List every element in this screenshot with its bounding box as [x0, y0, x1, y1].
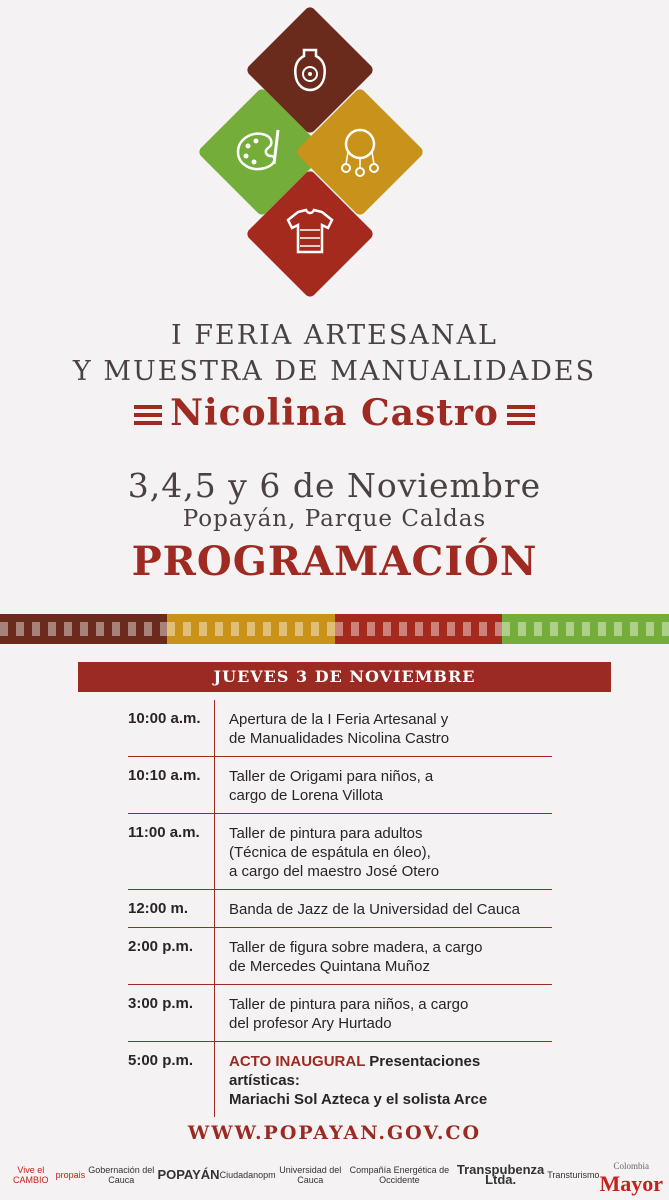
schedule-row	[128, 814, 552, 890]
day-header: JUEVES 3 DE NOVIEMBRE	[78, 662, 611, 692]
jewelry-icon	[330, 120, 390, 180]
schedule-row	[128, 890, 552, 928]
feria-logo	[210, 10, 415, 300]
schedule-line: Taller de figura sobre madera, a cargo	[229, 939, 483, 956]
pattern-band	[0, 614, 669, 644]
schedule-line: Presentaciones artísticas:	[229, 1053, 481, 1089]
schedule-line: cargo de Lorena Villota	[229, 787, 383, 804]
sponsor-logo: Compañía Energética de Occidente	[349, 1165, 450, 1185]
schedule-line: Taller de Origami para niños, a	[229, 768, 434, 785]
schedule-description	[214, 928, 552, 984]
band-brown	[0, 614, 167, 644]
title-line-2: Y MUESTRA DE MANUALIDADES	[72, 356, 597, 387]
sponsor-logos	[6, 1155, 663, 1195]
schedule-time: 5:00 p.m.	[128, 1052, 194, 1069]
event-place: Popayán, Parque Caldas	[182, 506, 487, 532]
schedule-line: Banda de Jazz de la Universidad del Cauca	[229, 901, 521, 918]
schedule-row	[128, 928, 552, 985]
website-link[interactable]: WWW.POPAYAN.GOV.CO	[187, 1122, 482, 1144]
schedule-table	[128, 700, 552, 1117]
schedule-row	[128, 757, 552, 814]
band-ochre	[167, 614, 334, 644]
schedule-description	[214, 1042, 552, 1117]
sponsor-logo: Transturismo	[547, 1170, 600, 1180]
sponsor-logo: Transpubenza Ltda.	[456, 1162, 545, 1187]
band-green	[502, 614, 669, 644]
event-name	[0, 392, 669, 434]
palette-icon	[230, 120, 290, 180]
schedule-line: Apertura de la I Feria Artesanal y	[229, 711, 449, 728]
vase-icon	[280, 40, 340, 100]
schedule-description	[214, 985, 552, 1041]
schedule-line: del profesor Ary Hurtado	[229, 1015, 392, 1032]
event-dates: 3,4,5 y 6 de Noviembre	[127, 466, 542, 505]
decor-stripes-right	[507, 405, 535, 427]
schedule-time: 11:00 a.m.	[128, 824, 200, 841]
highlight-label: ACTO INAUGURAL	[229, 1053, 370, 1070]
schedule-description	[214, 814, 552, 889]
schedule-line: Mariachi Sol Azteca y el solista Arce	[229, 1091, 488, 1108]
sponsor-logo: POPAYÁN	[157, 1167, 220, 1182]
schedule-row	[128, 1042, 552, 1117]
schedule-time: 3:00 p.m.	[128, 995, 194, 1012]
schedule-time: 12:00 m.	[128, 900, 189, 917]
decor-stripes-left	[134, 405, 162, 427]
sponsor-logo: Colombia Mayor	[599, 1161, 663, 1196]
schedule-line: Taller de pintura para niños, a cargo	[229, 996, 469, 1013]
schedule-line: (Técnica de espátula en óleo),	[229, 844, 431, 861]
sponsor-logo: Gobernación del Cauca	[88, 1165, 155, 1185]
schedule-line: a cargo del maestro José Otero	[229, 863, 440, 880]
event-name-text: Nicolina Castro	[170, 392, 499, 434]
schedule-line: de Mercedes Quintana Muñoz	[229, 958, 430, 975]
schedule-description	[214, 757, 552, 813]
title-line-1: I FERIA ARTESANAL	[171, 320, 498, 351]
schedule-line: de Manualidades Nicolina Castro	[229, 730, 450, 747]
programacion-heading: PROGRAMACIÓN	[131, 538, 538, 585]
sponsor-logo: pm	[263, 1170, 276, 1180]
sponsor-logo: Universidad del Cauca	[279, 1165, 342, 1185]
schedule-line: Taller de pintura para adultos	[229, 825, 423, 842]
schedule-description	[214, 700, 552, 756]
sponsor-logo: Ciudadano	[219, 1170, 264, 1180]
schedule-row	[128, 985, 552, 1042]
sponsor-logo: Vive el CAMBIO	[13, 1165, 49, 1185]
schedule-row	[128, 700, 552, 757]
sponsor-logo: propais	[55, 1170, 86, 1180]
schedule-time: 10:00 a.m.	[128, 710, 201, 727]
schedule-time: 2:00 p.m.	[128, 938, 194, 955]
schedule-description	[214, 890, 552, 927]
schedule-time: 10:10 a.m.	[128, 767, 201, 784]
band-red	[335, 614, 502, 644]
sweater-icon	[280, 202, 340, 262]
